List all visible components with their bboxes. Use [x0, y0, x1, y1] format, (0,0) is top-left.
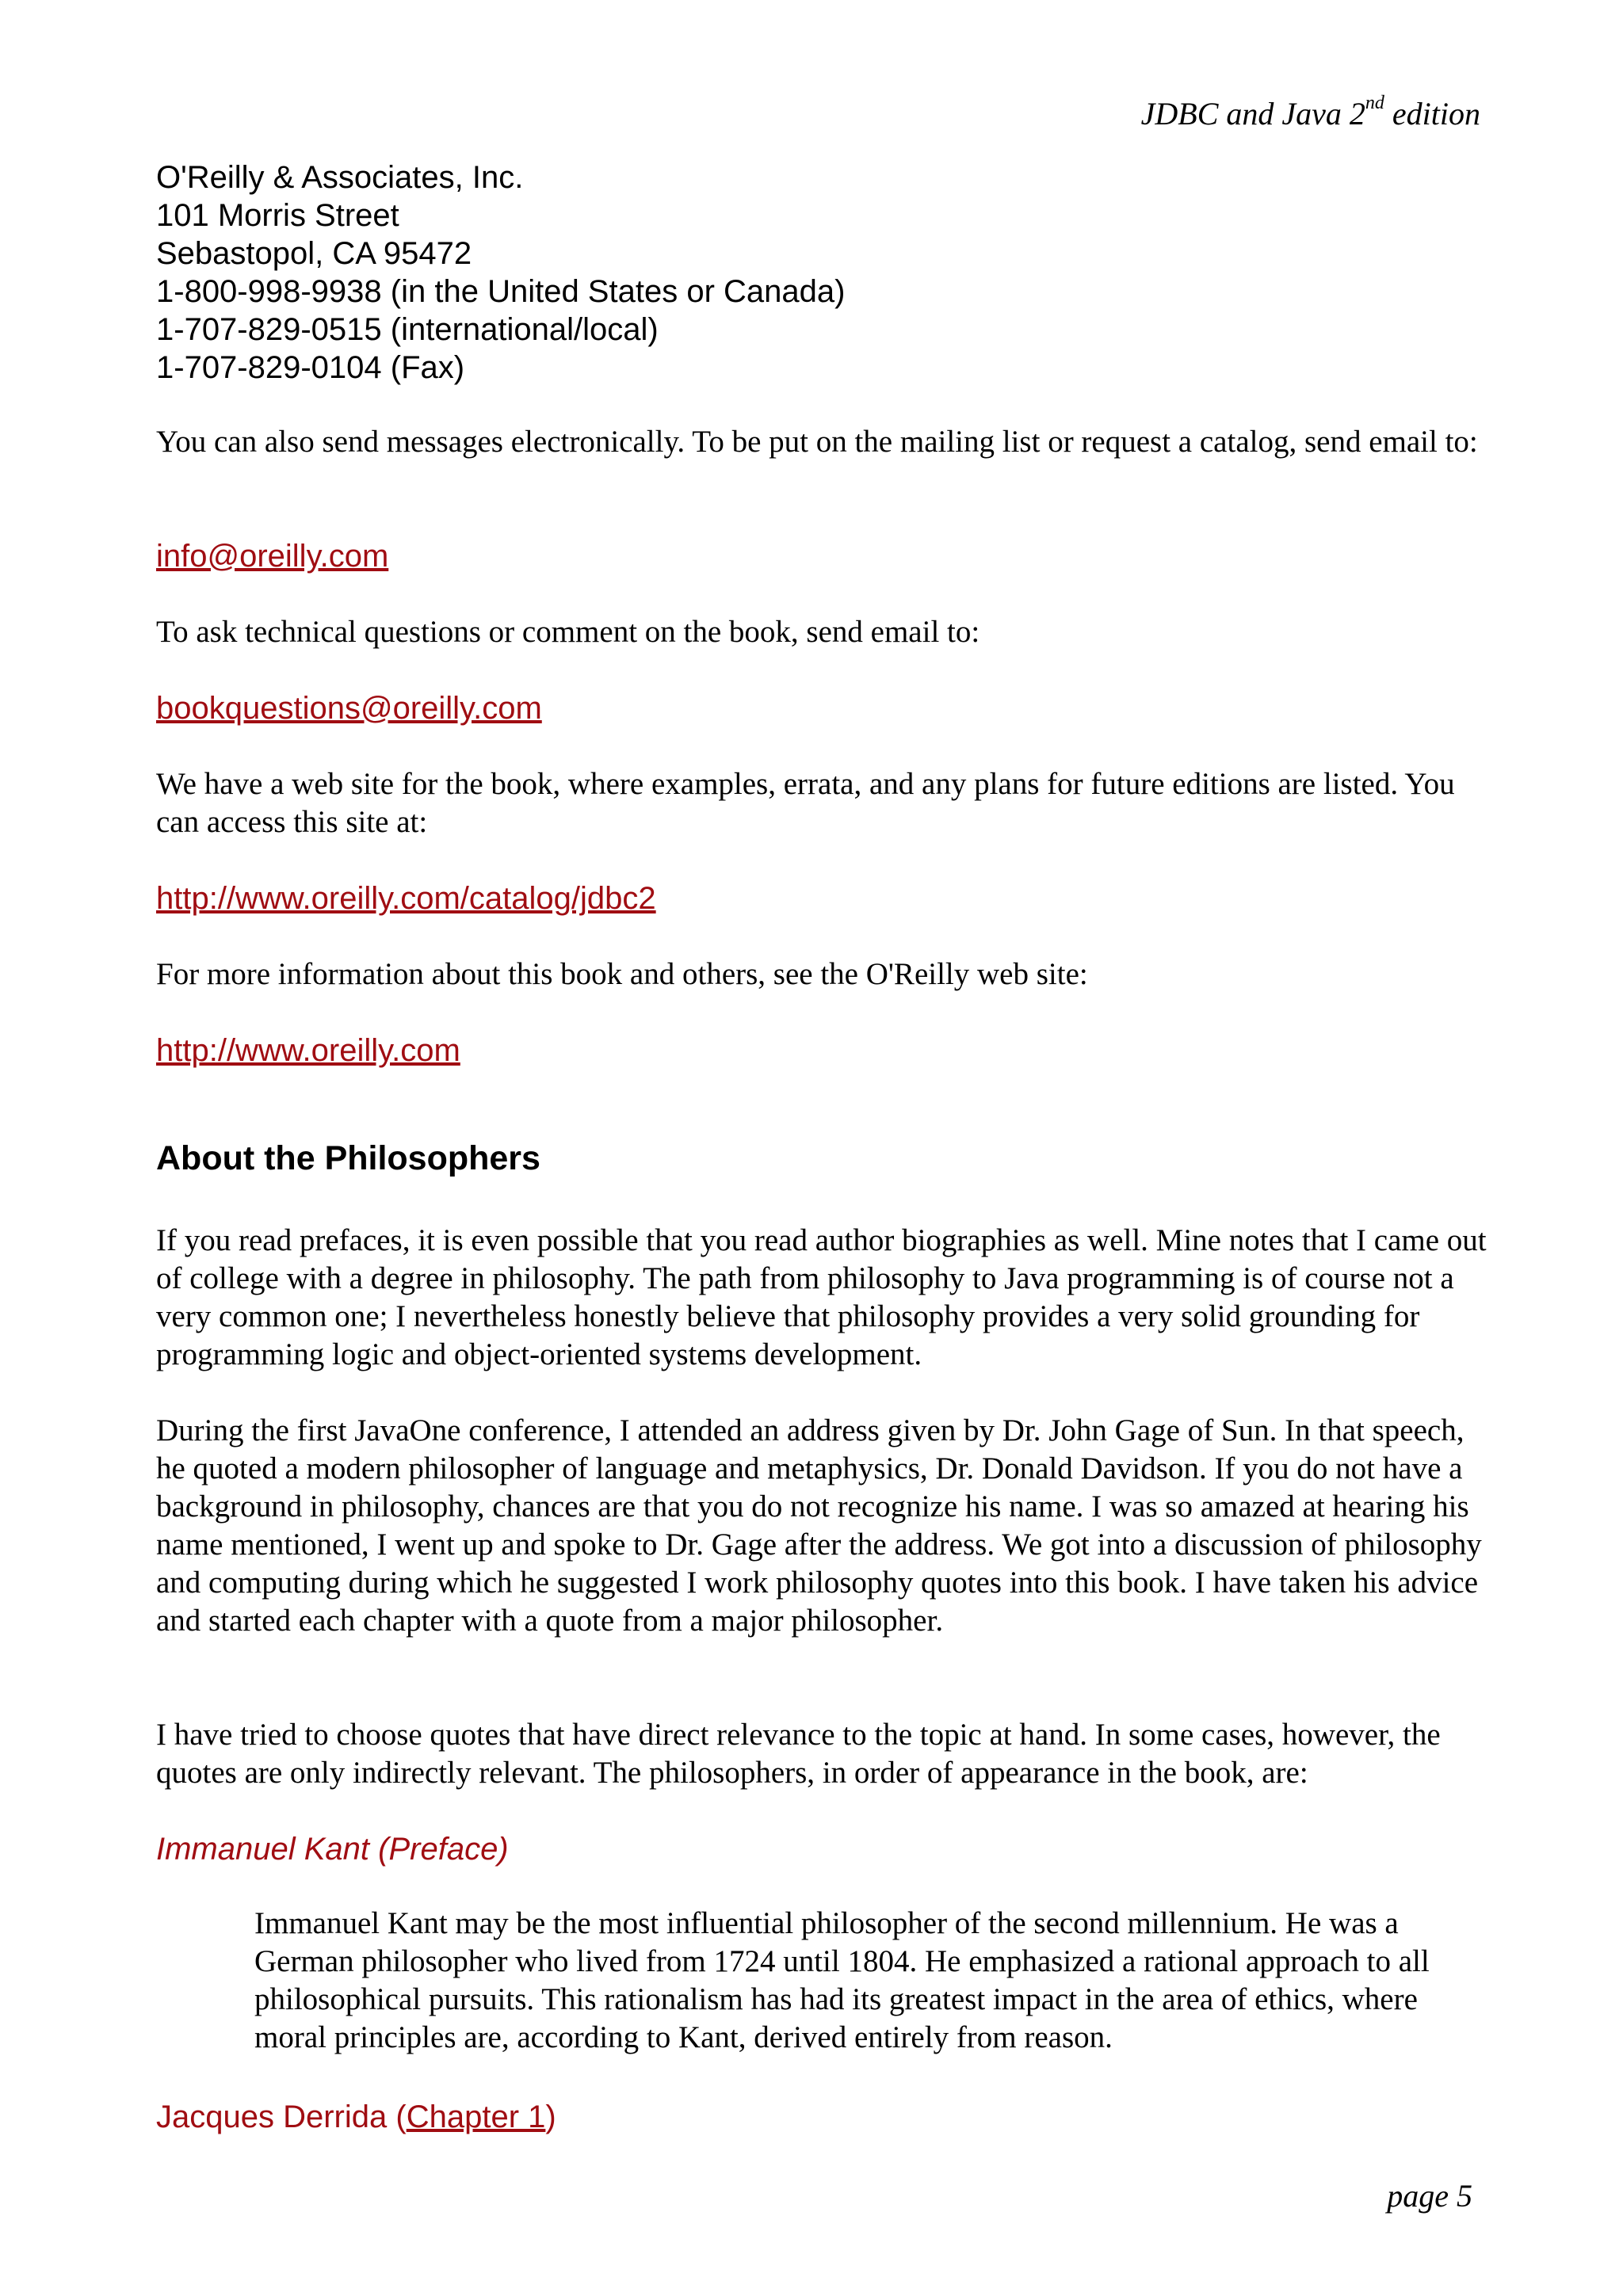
philosopher-title-kant: Immanuel Kant (Preface): [156, 1832, 509, 1867]
derrida-open-paren: (: [395, 2100, 407, 2134]
header-title-suffix: edition: [1384, 96, 1480, 132]
oreilly-url-link[interactable]: http://www.oreilly.com: [156, 1033, 460, 1068]
address-line: O'Reilly & Associates, Inc.: [156, 160, 524, 195]
paragraph-technical-questions: To ask technical questions or comment on the book, send email to:: [156, 615, 980, 649]
chapter-1-link[interactable]: Chapter 1: [406, 2100, 546, 2134]
section-heading: About the Philosophers: [156, 1139, 540, 1177]
paragraph-prefaces: If you read prefaces, it is even possible that you read author biographies as well. Mine notes that I came out of college with a degree in philosophy. The path from philosophy to Java programming is of course not a very common one; I nevertheless honestly believe that philosophy provides a very solid grounding for programming logic and object-oriented systems development.: [156, 1223, 1487, 1371]
catalog-url-link[interactable]: http://www.oreilly.com/catalog/jdbc2: [156, 881, 656, 916]
page-number: page 5: [1387, 2178, 1472, 2214]
philosopher-description-kant: Immanuel Kant may be the most influential philosopher of the second millennium. He was a German philosopher who lived from 1724 until 1804. He emphasized a rational approach to all philosophical pursuits. This rationalism has had its greatest impact in the area of ethics, where moral principles are, according to Kant, derived entirely from reason.: [254, 1906, 1430, 2054]
address-line: 1-707-829-0515 (international/local): [156, 312, 659, 347]
info-email-link[interactable]: info@oreilly.com: [156, 539, 389, 574]
header-title-superscript: nd: [1365, 92, 1384, 113]
derrida-close-paren: ): [545, 2100, 556, 2134]
paragraph-more-information: For more information about this book and others, see the O'Reilly web site:: [156, 957, 1088, 991]
paragraph-javaone: During the first JavaOne conference, I attended an address given by Dr. John Gage of Sun. In that speech, he quoted a modern philosopher of language and metaphysics, Dr. Donald Davidson. If you do not have a background in philosophy, chances are that you do not recognize his name. I was so amazed at hearing his name mentioned, I went up and spoke to Dr. Gage after the address. We got into a discussion of philosophy and computing during which he suggested I work philosophy quotes into this book. I have taken his advice and started each chapter with a quote from a major philosopher.: [156, 1413, 1482, 1638]
philosopher-title-derrida: [156, 2098, 556, 2136]
header-title-prefix: JDBC and Java 2: [1140, 96, 1365, 132]
paragraph-quotes: I have tried to choose quotes that have direct relevance to the topic at hand. In some cases, however, the quotes are only indirectly relevant. The philosophers, in order of appearance in the book, are:: [156, 1718, 1441, 1790]
address-line: Sebastopol, CA 95472: [156, 236, 472, 271]
paragraph-web-site: We have a web site for the book, where examples, errata, and any plans for future editions are listed. You can access this site at:: [156, 767, 1455, 839]
address-line: 101 Morris Street: [156, 198, 399, 233]
address-line: 1-707-829-0104 (Fax): [156, 350, 465, 385]
derrida-name: Jacques Derrida: [156, 2100, 396, 2134]
publisher-address: [156, 158, 1487, 387]
address-line: 1-800-998-9938 (in the United States or Canada): [156, 274, 846, 309]
running-header: [1140, 92, 1480, 132]
bookquestions-email-link[interactable]: bookquestions@oreilly.com: [156, 691, 542, 726]
paragraph-electronic-messages: You can also send messages electronically. To be put on the mailing list or request a catalog, send email to:: [156, 425, 1478, 459]
